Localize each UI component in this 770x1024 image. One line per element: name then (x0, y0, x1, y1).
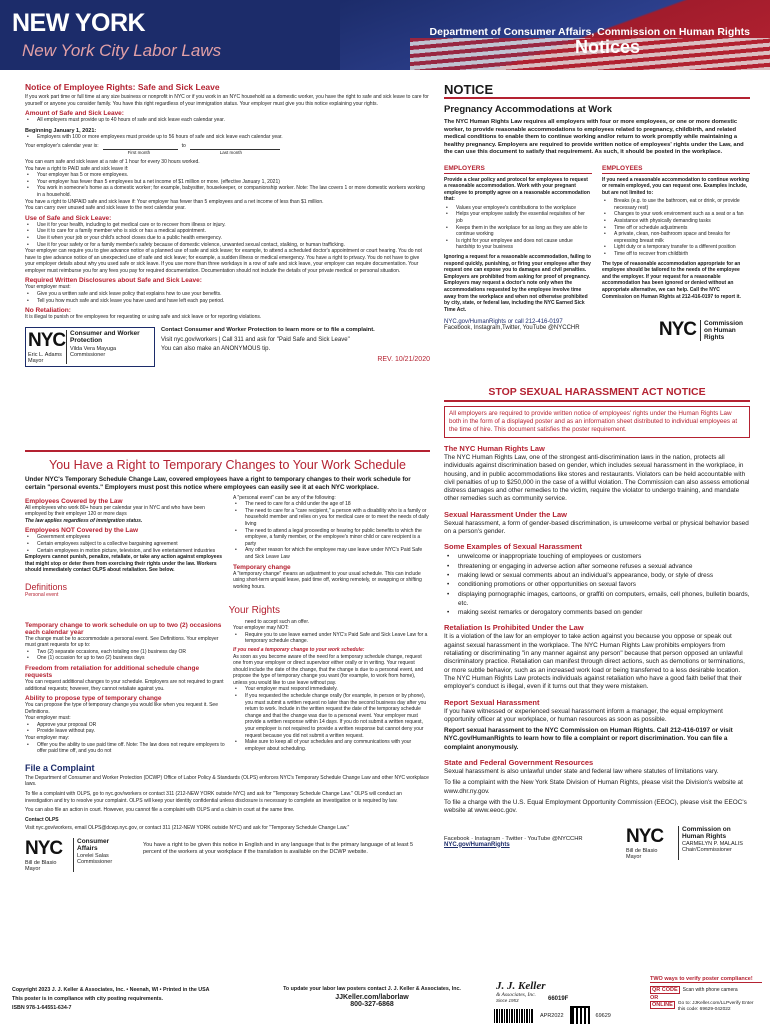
harassment-title: STOP SEXUAL HARASSMENT ACT NOTICE (444, 386, 750, 402)
commissioner-name: Lorelei Salas (77, 853, 109, 859)
header-subtitle: New York City Labor Laws (22, 41, 222, 60)
footer-compliance: This poster is in compliance with city posting requirements. (12, 996, 163, 1002)
temporary-change-heading: Temporary change (233, 563, 291, 571)
pregnancy-columns (444, 165, 750, 314)
verify-box (650, 976, 762, 1013)
calendar-year-row (25, 143, 430, 156)
employer-may-not-item: • Require you to use leave earned under NYC's Paid Safe and Sick Leave Law for a temporary schedule change. (233, 632, 430, 645)
employers-warning: Ignoring a request for a reasonable accommodation, failing to respond quickly, punishing, or firing your employee after they request one can expose you to damages and civil penalties. Employers are prohibited from asking for proof of pregnancy. Employers may request a doctor's note only when the accommodations requested by the employee involve time away from the workplace and when not otherwise prohibited by city, state, or federal law, including the NYC Earned Sick Time Act. (444, 254, 591, 313)
unpaid-text: You have a right to UNPAID safe and sick leave if: Your employer has fewer than 5 employees and a net income of less than $1 million. (25, 198, 324, 205)
mayor-title: Mayor (25, 866, 41, 872)
sick-leave-contact-block (25, 327, 430, 367)
required-heading: Required Written Disclosures about Safe and Sick Leave: (25, 277, 202, 285)
mayor-title: Mayor (28, 357, 44, 364)
employers-item: • Keeps them in the workplace for as long as they are able to continue working (444, 225, 592, 238)
hrl-heading: The NYC Human Rights Law (444, 444, 545, 453)
agency-line-2: Affairs (77, 845, 98, 852)
retaliation-prohibited-heading: Retaliation Is Prohibited Under the Law (444, 623, 584, 633)
employers-item: • Is right for your employee and does not cause undue hardship to your business (444, 238, 592, 251)
print-date: APR2022 (540, 1013, 564, 1019)
required-item: • Give you a written safe and sick leave policy that explains how to use your benefits. (25, 291, 430, 298)
commissioner-title: Commissioner (77, 859, 113, 865)
mayor-title: Mayor (626, 853, 642, 860)
report-heading: Report Sexual Harassment (444, 697, 540, 707)
paid-heading: You have a right to PAID safe and sick leave if: (25, 165, 129, 172)
carry-over-text: You can carry over unused safe and sick leave to the next calendar year. (25, 205, 186, 212)
commissioner-name: Vilda Vera Mayuga (70, 345, 117, 352)
state-federal-text-2[interactable]: To file a complaint with the New York State Division of Human Rights, please visit the Division's website at www.dhr.ny.gov. (444, 779, 743, 795)
not-covered-item: • Certain employees subject to a collective bargaining agreement (25, 541, 225, 548)
report-cchr-text[interactable]: Report sexual harassment to the NYC Commission on Human Rights. Call 212-416-0197 or visit NYC.gov/HumanRights to learn how to file a complaint or report discrimination. You can file a complaint anonymously. (444, 727, 733, 751)
qr-label: QR CODE (652, 987, 678, 993)
request-item: • Make sure to keep all of your schedules and any communications with your employer about scheduling. (233, 739, 430, 752)
earn-rate: You can earn safe and sick leave at a rate of 1 hour for every 30 hours worked. (25, 158, 200, 165)
report-text: If you have witnessed or experienced sexual harassment inform a manager, the equal employment opportunity officer at your workplace, or human resources as soon as possible. (444, 707, 723, 723)
dca-agency (73, 838, 112, 872)
example-item: • making lewd or sexual comments about an individual's appearance, body, or style of dress (444, 571, 750, 580)
request-text: As soon as you become aware of the need for a temporary schedule change, request one from your employer or direct supervisor either orally or in writing. Your request should include the date of the change, that the change is due to a personal event, and propose the type of temporary change you want (for example, to work from home), unless you would like to use leave without pay. (233, 653, 424, 686)
state-federal-text-1: Sexual harassment is also unlawful under state and federal law where statutes of limitations vary. (444, 768, 719, 776)
employees-column (602, 165, 750, 314)
immigration-note: The law applies regardless of immigration status. (25, 517, 143, 524)
employees-item: • Changes to your work environment such as a seat or a fan (602, 211, 750, 218)
temporary-change-text: A "temporary change" means an adjustment to your usual schedule. This can include using short-term unpaid leave, paid time off, working remotely, or swapping or shifting working hours. (233, 570, 422, 590)
footer-url[interactable]: JJKeller.com/laborlaw (335, 994, 409, 1001)
ability-text: You can propose the type of temporary change you would like when you request it. See Definitions. (25, 702, 218, 715)
state-federal-heading: State and Federal Government Resources (444, 758, 594, 768)
personal-event-label: Personal event (25, 591, 59, 598)
covered-text: All employees who work 80+ hours per calendar year in NYC and who have been employed by their employer 120 or more days (25, 504, 205, 518)
harassment-contact (444, 826, 750, 860)
two-occasions-item: • Two (2) separate occasions, each totaling one (1) business day OR (25, 649, 225, 656)
product-code: 66019F (548, 996, 569, 1002)
request-item: • Your employer must respond immediately. (233, 686, 430, 693)
harassment-box: All employers are required to provide written notice of employees' rights under the Human Rights Law both in the form of a displayed poster and as an information sheet distributed to individual employees at the time of hire. This document satisfies the poster requirement. (444, 406, 750, 438)
contact-text-block (161, 327, 430, 367)
keller-brand (496, 980, 596, 1003)
employer-must: Your employer must: (25, 715, 71, 722)
employees-item: • Light duty or a temporary transfer to a different position (602, 244, 750, 251)
complaint-text-2: To file a complaint with OLPS, go to nyc.gov/workers or contact 311 (212-NEW YORK outside NYC) and ask for "Temporary Schedule Change Law." OLPS will conduct an investigation and try to resolve your complaint. OLPS will keep your identity confidential unless disclosure is necessary to complete an investigation or is required by law. (25, 791, 402, 804)
mayor-name: Eric L. Adams (28, 351, 62, 358)
cchr-logo: NYC Commission on Human Rights (659, 319, 750, 341)
begin-item: • Employers with 100 or more employees must provide up to 56 hours of safe and sick leave each calendar year. (25, 134, 430, 141)
use-item: • Use it for your safety or for a family member's safety because of domestic violence, unwanted sexual contact, stalking, or human trafficking. (25, 242, 430, 249)
paid-item: • Your employer has 5 or more employees. (25, 172, 430, 179)
covered-heading: Employees Covered by the Law (25, 497, 123, 505)
calendar-year-label: Your employer's calendar year is: (25, 143, 99, 150)
employees-item: • Breaks (e.g. to use the bathroom, eat or drink, or provide necessary rest) (602, 198, 750, 211)
under-law-heading: Sexual Harassment Under the Law (444, 509, 567, 519)
footer-center (282, 986, 462, 1008)
cchr-name: Commission on Human Rights (682, 825, 731, 840)
example-item: • displaying pornographic images, cartoons, or graffiti on computers, emails, cell phones, bulletin boards, etc. (444, 590, 750, 609)
contact-olps-text[interactable]: Visit nyc.gov/workers, email OLPS@dcwp.nyc.gov, or contact 311 (212-NEW YORK outside NYC) and ask for "Temporary Schedule Change Law." (25, 825, 350, 832)
first-month-field[interactable] (103, 143, 178, 156)
mayor-name: Bill de Blasio (25, 860, 57, 866)
agency-name: Consumer and Worker Protection (70, 329, 140, 344)
online-label: ONLINE (652, 1002, 673, 1008)
brand-since: Since 1953 (496, 998, 519, 1003)
online-text[interactable]: Go to: JJKeller.com/LLPverify Enter this code: 69629-042022 (677, 1001, 754, 1012)
retaliation-text: It is illegal to punish or fire employees for requesting or using safe and sick leave or for reporting violations. (25, 314, 262, 321)
paid-item: • You work in someone's home as a domestic worker; for example, babysitter, housekeeper, or companionship worker. Note: The law covers 1 or more domestic workers working in a household. (25, 185, 430, 198)
left-column (25, 82, 430, 980)
use-item: • Use it when your job or your child's school closes due to a public health emergency. (25, 235, 430, 242)
sick-leave-title: Notice of Employee Rights: Safe and Sick Leave (25, 82, 220, 92)
mayor-name: Bill de Blasio (626, 847, 658, 854)
personal-event-column (233, 495, 430, 599)
your-rights-heading: Your Rights (228, 604, 280, 616)
employers-item: • Values your employee's contributions to the workplace (444, 205, 592, 212)
pregnancy-title: Pregnancy Accommodations at Work (444, 104, 612, 115)
schedule-change-title: You Have a Right to Temporary Changes to Your Work Schedule (49, 458, 406, 472)
not-covered-item: • Certain employees in motion picture, television, and live entertainment industries (25, 548, 225, 555)
required-item: • Tell you how much safe and sick leave you have used and have left each pay period. (25, 298, 430, 305)
required-intro: Your employer must: (25, 284, 71, 291)
dca-footer-block (25, 838, 430, 872)
example-item: • threatening or engaging in adverse action after someone refuses a sexual advance (444, 562, 750, 571)
first-month-caption: First month (127, 150, 151, 156)
nyc-logo: NYC (25, 838, 63, 859)
request-item: • If you requested the schedule change orally (for example, in person or by phone), you must submit a written request no later than the second business day after you return to work. Include in the written request the date of the temporary schedule change and that the change was due to a personal event. Your employer must provide a written response within 14 days. If you do not submit a written request, your employer is not required to provide a written response but cannot deny your request because you did not submit a written request. (233, 693, 430, 739)
two-occasions-heading: Temporary change to work schedule on up to two (2) occasions each calendar year (25, 621, 222, 636)
cchr-name: Commission on Human Rights (700, 320, 750, 341)
sick-leave-notice (25, 82, 430, 446)
footer-phone[interactable]: 800-327-6868 (350, 1001, 394, 1008)
schedule-change-notice (25, 450, 430, 980)
retaliation-heading: No Retaliation: (25, 307, 71, 315)
begin-heading: Beginning January 1, 2021: (25, 127, 97, 134)
contact-heading: Contact Consumer and Worker Protection to learn more or to file a complaint. (161, 326, 375, 333)
pregnancy-social: Facebook, Instagram,Twitter, YouTube @NYCCHR (444, 325, 580, 332)
rights-column-left (25, 619, 225, 755)
use-paragraph: Your employer can require you to give advance notice of a planned use of safe and sick leave; for example, to attend a scheduled doctor's appointment or court hearing. You do not have to give advance notice of an unexpected use of safe and sick leave; for example, a sudden illness or medical emergency. You have a right to privacy. You do not have to give your employer details about why you used safe or sick leave. If you use more than three workdays in a row of safe and sick leave, your employer can require documentation. Your employer must reimburse you for any fees you pay for required documentation. Documentation should not include the details of your private medical or personal situation. (25, 248, 422, 274)
commissioner-title: Commissioner (70, 351, 106, 358)
footer-isbn: ISBN 978-1-64551-634-7 (12, 1005, 72, 1011)
amount-item: • All employers must provide up to 40 hours of safe and sick leave each calendar year. (25, 117, 430, 124)
right-column (444, 82, 750, 966)
employers-item: • Helps your employee satisfy the essential requisites of her job (444, 211, 592, 224)
dca-logo-box (25, 838, 135, 872)
personal-event-item: • Any other reason for which the employee may use leave under NYC's Paid Safe and Sick Leave Law (233, 547, 430, 560)
contact-link[interactable]: Visit nyc.gov/workers | Call 311 and ask for "Paid Safe and Sick Leave" (161, 336, 350, 343)
employers-heading: EMPLOYERS (444, 165, 592, 174)
dcwp-logo-box (25, 327, 155, 367)
accept-offer: need to accept such an offer. (245, 618, 310, 625)
request-heading: If you need a temporary change to your work schedule: (233, 646, 365, 653)
employer-must-item: • Approve your proposal OR (25, 722, 225, 729)
freedom-heading: Freedom from retaliation for additional schedule change requests (25, 664, 200, 679)
definitions-columns (25, 495, 430, 599)
example-item: • conditioning promotions or other opportunities on sexual favors (444, 580, 750, 589)
example-item: • unwelcome or inappropriate touching of employees or customers (444, 552, 750, 561)
last-month-field[interactable] (190, 143, 280, 156)
employees-item: • Time off or schedule adjustments (602, 225, 750, 232)
pregnancy-contact (444, 319, 750, 341)
schedule-change-intro: Under NYC's Temporary Schedule Change Law, covered employees have a right to temporary changes to their work schedule for certain "personal events." Employers must post this notice where employees can easily see it at each NYC workplace. (25, 476, 411, 491)
complaint-text-1: The Department of Consumer and Worker Protection (DCWP) Office of Labor Policy & Standards (OLPS) enforces NYC's Temporary Schedule Change Law and other NYC workplace laws. (25, 774, 429, 788)
retaliation-warning: Employers cannot punish, penalize, retaliate, or take any action against employees that might stop or deter them from exercising their rights under the law. Workers should immediately contact OLPS about retaliation. See below. (25, 554, 223, 574)
cchr-footer-logo: NYC Bill de Blasio Mayor Commission on Human Rights CARMELYN P. MALALIS Chair/Commissioner (626, 826, 750, 860)
state-federal-text-3[interactable]: To file a charge with the U.S. Equal Employment Opportunity Commission (EEOC), please visit the EEOC's website at www.eeoc.gov. (444, 798, 747, 815)
qr-code-icon (570, 1006, 590, 1024)
personal-event-item: • The need to care for a child under the age of 18 (233, 501, 430, 508)
verify-heading: TWO ways to verify poster compliance! (650, 976, 762, 983)
header-department: Department of Consumer Affairs, Commission on Human Rights (429, 26, 750, 38)
employees-item: • A private, clean, non-bathroom space and breaks for expressing breast milk (602, 231, 750, 244)
freedom-text: You can request additional changes to your schedule. Employers are not required to grant additional requests; however, they cannot retaliate against you. (25, 678, 224, 692)
retaliation-prohibited-text: It is a violation of the law for an employer to take action against you because you oppose or speak out against sexual harassment in the workplace. The NYC Human Rights Law prohibits employers from retaliating or discriminating "in any manner against any person" because that person opposed an unlawful discriminatory practice. Retaliation can manifest through direct actions, such as demotions or terminations, or more subtle behavior, such as an increased work load or being transferred to a less desirable location. The NYC Human Rights Law protects individuals against retaliation who have a good faith belief that their employer's conduct is illegal, even if it turns out that they were mistaken. (444, 633, 745, 691)
file-complaint-heading: File a Complaint (25, 762, 95, 773)
footer-left (12, 986, 210, 1013)
header-title: NEW YORK (12, 9, 146, 37)
barcode-row (494, 1006, 611, 1024)
coverage-column (25, 495, 225, 599)
employer-may-item: • Offer you the ability to use paid time off. Note: The law does not require employers to offer paid time off, and you do not (25, 742, 225, 755)
notice-heading: NOTICE (444, 82, 750, 99)
harassment-notice (444, 386, 750, 966)
page-header (0, 0, 770, 70)
examples-heading: Some Examples of Sexual Harassment (444, 542, 582, 552)
last-month-caption: Last month (219, 150, 243, 156)
personal-event-item: • The need to care for a "care recipient," a person with a disability who is a family or household member and relies on you for medical care or to meet the needs of daily living (233, 508, 430, 528)
employer-may-not: Your employer may NOT: (233, 625, 289, 632)
footer-update: To update your labor law posters contact J. J. Keller & Associates, Inc. (283, 986, 461, 992)
agency-line-1: Consumer (77, 838, 110, 845)
sick-leave-intro: If you work part time or full time at any size business or nonprofit in NYC or if you work in an NYC household as a domestic worker, you have the right to safe and sick leave to care for yourself or anyone you consider family. You have this right regardless of your immigration status. Your employer must give you this notice explaining your rights. (25, 94, 429, 107)
definitions-heading: Definitions (25, 581, 68, 592)
employers-intro: Provide a clear policy and protocol for employees to request a reasonable accommodation. Work with your pregnant employee to promptly agree on a reasonable accommodation that: (444, 176, 590, 203)
example-item: • making sexist remarks or derogatory comments based on gender (444, 608, 750, 617)
under-law-text: Sexual harassment, a form of gender-based discrimination, is unwelcome verbal or physical behavior based on a person's gender. (444, 519, 749, 536)
employer-may: Your employer may: (25, 735, 70, 742)
two-occasions-item: • One (1) occasion for up to two (2) business days (25, 655, 225, 662)
rights-column-right (233, 619, 430, 755)
chair-title: Chair/Commissioner (682, 846, 732, 853)
employees-item: • Assistance with physically demanding tasks (602, 218, 750, 225)
harassment-url[interactable]: NYC.gov/HumanRights (444, 841, 510, 848)
personal-event-item: • The need to attend a legal proceeding or hearing for public benefits to which the employee, a family member, or the employee's minor child or care recipient is a party (233, 528, 430, 548)
qr-text: Scan with phone camera (682, 987, 738, 993)
barcode-icon (494, 1009, 534, 1023)
ability-heading: Ability to propose type of temporary change (25, 695, 162, 703)
footer-copyright: Copyright 2023 J. J. Keller & Associates, Inc. • Neenah, WI • Printed in the USA (12, 987, 210, 993)
employees-heading: EMPLOYEES (602, 165, 750, 174)
not-covered-item: • Government employees (25, 534, 225, 541)
language-rights: You have a right to be given this notice in English and in any language that is the primary language of at least 5 percent of the workers at your workplace if the translation is available on the DCWP website. (143, 842, 414, 855)
amount-heading: Amount of Safe and Sick Leave: (25, 110, 124, 118)
agency-block (66, 330, 152, 364)
brand-name-2: & Associates, Inc. (496, 992, 536, 998)
pregnancy-contact-link[interactable]: NYC.gov/HumanRights or call 212-416-0197 (444, 319, 563, 326)
use-heading: Use of Safe and Sick Leave: (25, 214, 112, 222)
not-covered-heading: Employees NOT Covered by the Law (25, 527, 139, 535)
poster-number: 69629 (595, 1013, 611, 1019)
to-label: to (181, 143, 186, 150)
nyc-logo: NYC Eric L. Adams Mayor (28, 329, 66, 364)
header-notices: Notices (574, 37, 640, 57)
personal-event-intro: A "personal event" can be any of the following: (233, 494, 336, 501)
harassment-social: Facebook · Instagram · Twitter · YouTube @NYCCHR (444, 835, 583, 842)
two-occasions-text: The change must be to accommodate a personal event. See Definitions. Your employer must grant requests for up to: (25, 635, 219, 649)
hrl-text: The NYC Human Rights Law, one of the strongest anti-discrimination laws in the nation, protects all individuals against discrimination based on gender, which includes sexual harassment in the workplace, in housing, and in public accommodations like stores and restaurants. Violators can be held accountable with civil penalties of up to $250,000 in the case of a willful violation. The Commission can also assess emotional distress damages and other remedies to the victim, require the violator to undergo training, and mandate other remedies such as community service. (444, 454, 750, 503)
paid-item: • Your employer has fewer than 5 employees but a net income of $1 million or more. (effective January 1, 2021) (25, 179, 430, 186)
employees-item: • Time off to recover from childbirth (602, 251, 750, 258)
pregnancy-intro: The NYC Human Rights Law requires all employers with four or more employees, or one or more domestic worker, to provide reasonable accommodations to employees related to pregnancy, childbirth, and related medical conditions to enable them to continue working and/or return to work promptly while maintaining a healthy pregnancy. Employers are required to provide written notice of employees' rights under the Law, and the can use this document to satisfy that requirement. As such, it should be posted in the workplace. (444, 119, 744, 155)
rights-columns (25, 619, 430, 755)
employer-must-item: • Provide leave without pay. (25, 728, 225, 735)
page-footer (0, 976, 770, 1024)
use-item: • Use it for your health, including to get medical care or to recover from illness or injury. (25, 222, 430, 229)
chair-name: CARMELYN P. MALALIS (682, 840, 743, 847)
employees-help: The type of reasonable accommodation appropriate for an employee should be tailored to the needs of the employee and the employer. If your request for a reasonable accommodation has been ignored or denied without an appropriate alternative, we can help. Call the NYC Commission on Human Rights at 212-416-0197 to report it. (602, 260, 741, 300)
employees-intro: If you need a reasonable accommodation to continue working or remain employed, you can request one. Examples include, but are not limited to: (602, 176, 749, 196)
complaint-text-3: You can also file an action in court. However, you cannot file a complaint with OLPS and a claim in court at the same time. (25, 807, 295, 814)
or-label: OR (650, 995, 659, 1001)
pregnancy-notice (444, 82, 750, 378)
revision-date: REV. 10/21/2020 (377, 355, 430, 363)
brand-name: J. J. Keller (496, 980, 546, 992)
employers-column (444, 165, 592, 314)
contact-olps-heading: Contact OLPS (25, 816, 59, 823)
use-item: • Use it to care for a family member who is sick or has a medical appointment. (25, 228, 430, 235)
anonymous-tip: You can also make an ANONYMOUS tip. (161, 345, 271, 352)
